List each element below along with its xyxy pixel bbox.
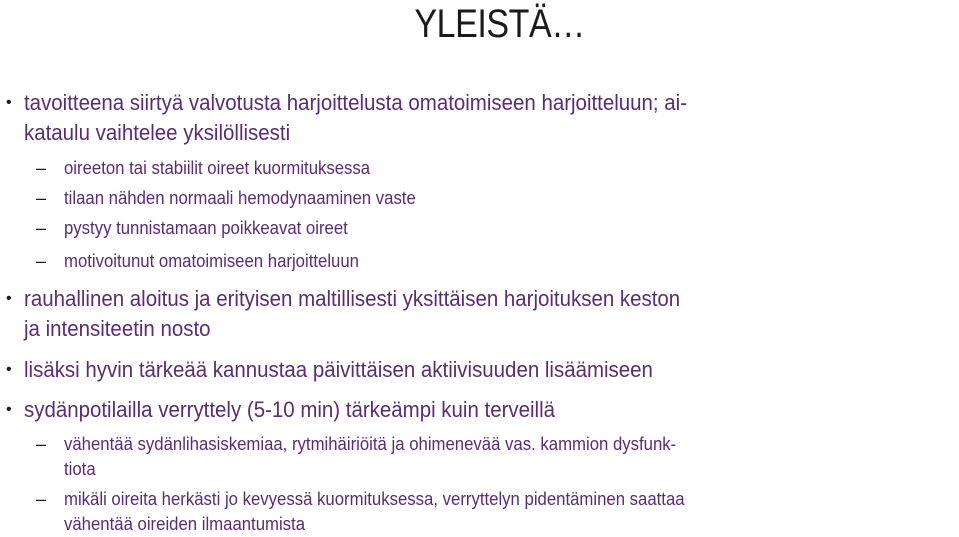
sub-bullet-item bbox=[36, 487, 956, 537]
sub-bullet-text-line: pystyy tunnistamaan poikkeavat oireet bbox=[64, 218, 348, 238]
sub-bullet-text-line: tiota bbox=[64, 459, 96, 479]
bullet-item bbox=[6, 355, 951, 385]
bullet-item bbox=[6, 395, 951, 425]
dash-bullet-icon: – bbox=[36, 434, 47, 454]
sub-bullet-text-line: vähentää sydänlihasiskemiaa, rytmihäiriöitä ja ohimenevää vas. kammion dysfunk- bbox=[64, 434, 677, 454]
sub-bullet-item bbox=[36, 432, 956, 482]
sub-bullet-text-line: tilaan nähden normaali hemodynaaminen vaste bbox=[64, 188, 416, 208]
dash-bullet-icon: – bbox=[36, 218, 47, 238]
sub-bullet-text-line: oireeton tai stabiilit oireet kuormituksessa bbox=[64, 158, 371, 178]
sub-bullet-item bbox=[36, 156, 956, 181]
bullet-dot-icon: • bbox=[6, 361, 12, 378]
bullet-text-line: ja intensiteetin nosto bbox=[24, 316, 211, 341]
dash-bullet-icon: – bbox=[36, 251, 47, 271]
bullet-text-line: kataulu vaihtelee yksilöllisesti bbox=[24, 120, 291, 145]
sub-bullet-item bbox=[36, 186, 956, 211]
sub-bullet-item bbox=[36, 249, 956, 274]
bullet-text-line: lisäksi hyvin tärkeää kannustaa päivittäisen aktiivisuuden lisäämiseen bbox=[24, 357, 653, 382]
dash-bullet-icon: – bbox=[36, 188, 47, 208]
bullet-text-line: rauhallinen aloitus ja erityisen maltillisesti yksittäisen harjoituksen keston bbox=[24, 286, 681, 311]
bullet-text-line: sydänpotilailla verryttely (5-10 min) tärkeämpi kuin terveillä bbox=[24, 397, 556, 422]
dash-bullet-icon: – bbox=[36, 158, 47, 178]
sub-bullet-text-line: motivoitunut omatoimiseen harjoitteluun bbox=[64, 251, 359, 271]
sub-bullet-text-line: mikäli oireita herkästi jo kevyessä kuormituksessa, verryttelyn pidentäminen saattaa bbox=[64, 489, 685, 509]
bullet-dot-icon: • bbox=[6, 94, 12, 111]
dash-bullet-icon: – bbox=[36, 489, 47, 509]
bullet-dot-icon: • bbox=[6, 401, 12, 418]
slide-title: YLEISTÄ… bbox=[414, 2, 585, 46]
bullet-dot-icon: • bbox=[6, 290, 12, 307]
bullet-text-line: tavoitteena siirtyä valvotusta harjoittelusta omatoimiseen harjoitteluun; ai- bbox=[24, 90, 688, 115]
bullet-item bbox=[6, 88, 951, 148]
bullet-item bbox=[6, 284, 951, 344]
sub-bullet-text-line: vähentää oireiden ilmaantumista bbox=[64, 514, 306, 534]
sub-bullet-item bbox=[36, 216, 956, 241]
